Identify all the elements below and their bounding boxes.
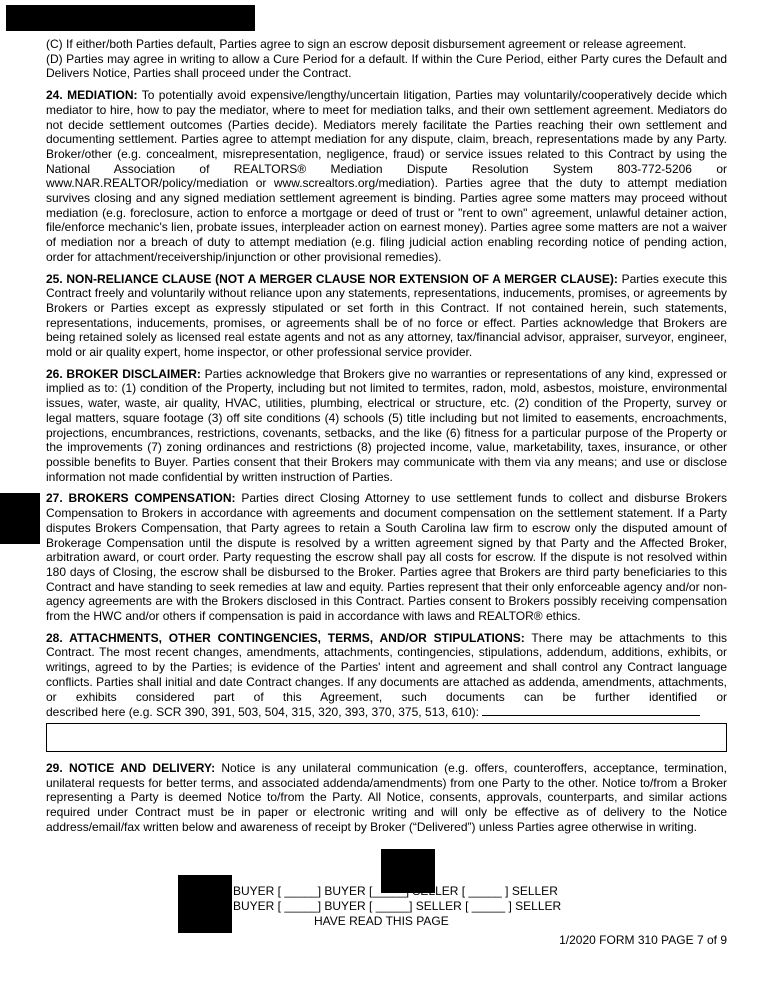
section-25 xyxy=(46,272,727,360)
section-28-last-line xyxy=(46,704,727,720)
section-26-heading: 26. BROKER DISCLAIMER: xyxy=(46,366,201,381)
section-29 xyxy=(46,761,727,835)
section-29-body: Notice is any unilateral communication (e.g. offers, counteroffers, acceptance, termination, unilateral requests for better terms, and associated addenda/amendments) from one Party to the other. Notice to/from a Broker representing a Party is deemed Notice to/from the Party. All Notice, consents, approvals, counterparts, and similar actions required under Contract must be in paper or electronic writing and will only be effective as of delivery to the Notice address/email/fax written below and awareness of receipt by Broker (“Delivered”) unless Parties agree otherwise in writing. xyxy=(46,760,727,834)
section-25-body: Parties execute this Contract freely and voluntarily without reliance upon any statements, representations, inducements, promises, or agreements by Brokers or Parties except as expressly stipulated or set forth in this Contract. If not contained herein, such statements, representations, inducements, promises, or agreements shall be of no force or effect. Parties acknowledge that Brokers are being retained solely as licensed real estate agents and not as any attorney, tax/financial advisor, appraiser, surveyor, engineer, mold or air quality expert, home inspector, or other professional service provider. xyxy=(46,271,727,360)
redaction-header xyxy=(6,5,255,31)
section-28-body: There may be attachments to this Contract. The most recent changes, amendments, attachments, contingencies, stipulations, addendum, additions, exhibits, or writings, agreed to by the Parties; is evidence of the Parties' intent and agreement and shall control any Contract language conflicts. Parties shall initial and date Contract changes. If any documents are attached as addenda, amendments, attachments, or exhibits considered part of this Agreement, such documents can be further identified or xyxy=(46,630,727,704)
have-read-label: HAVE READ THIS PAGE xyxy=(314,914,449,928)
redaction-initials-left xyxy=(178,875,232,933)
section-28-describe-label: described here (e.g. SCR 390, 391, 503, 504, 315, 320, 393, 370, 375, 513, 610): xyxy=(46,705,479,720)
section-27-body: Parties direct Closing Attorney to use settlement funds to collect and disburse Brokers Compensation to Brokers in accordance with agreements and document compensation on the settlement statement. If a Party disputes Brokers Compensation, that Party agrees to retain a South Carolina law firm to escrow only the disputed amount of Brokerage Compensation until the dispute is resolved by a written agreement signed by that Party and the Affected Broker, arbitration award, or court order. Party requesting the escrow shall pay all costs for escrow. If the dispute is not resolved within 180 days of Closing, the escrow shall be disbursed to the Broker. Parties agree that Brokers are third party beneficiaries to this Contract and have standing to seek remedies at law and equity. Parties represent that their only enforceable agency and/or non-agency agreements are with the Brokers disclosed in this Contract. Parties consent to Brokers possibly receiving compensation from the HWC and/or others if compensation is paid in accordance with laws and REALTOR® ethics. xyxy=(46,491,727,624)
section-24 xyxy=(46,88,727,264)
section-26 xyxy=(46,367,727,485)
section-26-body: Parties acknowledge that Brokers give no warranties or representations of any kind, expressed or implied as to: (1) condition of the Property, including but not limited to termites, radon, mold, asbestos, moisture, environmental issues, water, waste, air quality, HVAC, utilities, plumbing, electrical or structure, etc. (2) condition of the Property, survey or legal matters, square footage (3) off site conditions (4) schools (5) title including but not limited to easements, encroachments, projections, encumbrances, restrictions, covenants, setbacks, and the like (6) fitness for a particular purpose of the Property or the improvements (7) zoning ordinances and restrictions (8) projected income, value, marketability, taxes, insurance, or other possible benefits to Buyer. Parties consent that their Brokers may communicate with them via any means; and use or disclose information not made confidential by written instruction of Parties. xyxy=(46,366,728,484)
section-28-fill-line xyxy=(482,704,700,716)
section-25-heading: 25. NON-RELIANCE CLAUSE (NOT A MERGER CLAUSE NOR EXTENSION OF A MERGER CLAUSE): xyxy=(46,271,618,286)
section-29-heading: 29. NOTICE AND DELIVERY: xyxy=(46,760,216,775)
page-footer: 1/2020 FORM 310 PAGE 7 of 9 xyxy=(559,933,727,947)
section-28 xyxy=(46,631,727,705)
attachments-entry-box[interactable] xyxy=(46,723,727,752)
section-27-heading: 27. BROKERS COMPENSATION: xyxy=(46,491,236,506)
initials-row-2: BUYER [ _____] BUYER [ _____] SELLER [ _____ ] SELLER xyxy=(233,899,562,913)
initials-row-1: BUYER [ _____] BUYER [_____] SELLER [ _____ ] SELLER xyxy=(233,884,558,898)
section-27 xyxy=(46,491,727,623)
document-body xyxy=(46,37,727,841)
section-24-body: To potentially avoid expensive/lengthy/uncertain litigation, Parties may voluntarily/cooperatively decide which mediator to hire, how to pay the mediator, where to meet for mediation talks, and their own settlement agreement. Mediators do not decide settlement outcomes (Parties decide). Mediators merely facilitate the Parties reaching their own settlement and documenting settlement. Parties agree to attempt mediation for any dispute, claim, breach, representations made by any Party. Broker/other (e.g. concealment, misrepresentation, negligence, fraud) or service issues related to this Contract by using the National Association of REALTORS® Mediation Dispute Resolution System 803-772-5206 or www.NAR.REALTOR/policy/mediation or www.screaltors.org/mediation). Parties agree that the duty to attempt mediation survives closing and any signed mediation settlement agreement is binding. Parties agree some matters may proceed without mediation (e.g. foreclosure, action to enforce a mortgage or deed of trust or "rent to own" agreement, unlawful detainer action, file/enforce mechanic's lien, probate issues, interpleader action on earnest money). Parties agree some matters are not a waiver of mediation nor a breach of duty to attempt mediation (e.g. filing judicial action enabling recording notice of pending action, order for attachment/receivership/injunction or other provisional remedies). xyxy=(46,88,727,264)
section-28-heading: 28. ATTACHMENTS, OTHER CONTINGENCIES, TERMS, AND/OR STIPULATIONS: xyxy=(46,630,525,645)
section-24-heading: 24. MEDIATION: xyxy=(46,88,138,103)
continuation-d: (D) Parties may agree in writing to allow a Cure Period for a default. If within the Cure Period, either Party cures the Default and Delivers Notice, Parties shall proceed under the Contract. xyxy=(46,51,727,81)
continuation-c: (C) If either/both Parties default, Parties agree to sign an escrow deposit disbursement agreement or release agreement. xyxy=(46,37,687,51)
initials-block xyxy=(233,884,603,929)
redaction-margin xyxy=(0,493,40,544)
